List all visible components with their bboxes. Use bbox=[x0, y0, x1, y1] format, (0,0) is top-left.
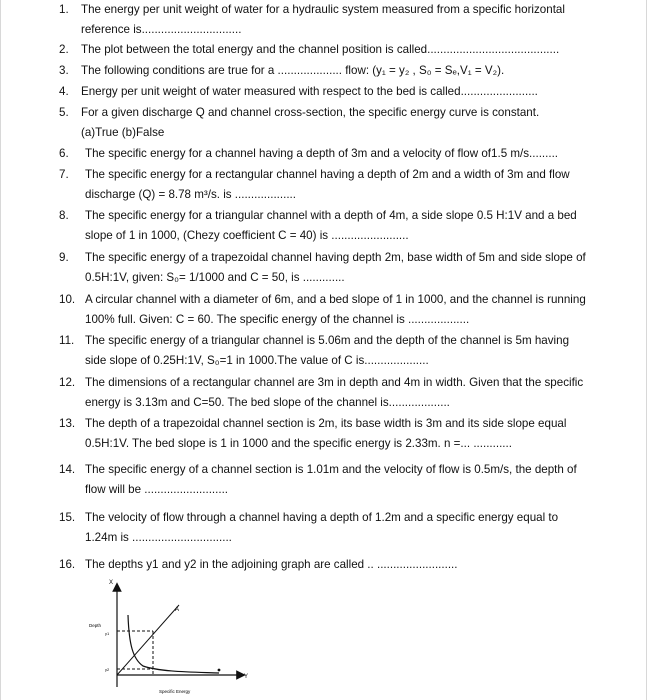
question-text: The plot between the total energy and the channel position is called......................................... bbox=[81, 43, 560, 56]
question-text: 0.5H:1V, given: S₀= 1/1000 and C = 50, is ............. bbox=[85, 271, 345, 284]
question-text: flow will be .......................... bbox=[85, 483, 229, 496]
question-2 bbox=[59, 40, 616, 60]
question-number: 3. bbox=[59, 64, 69, 77]
question-number: 2. bbox=[59, 43, 69, 56]
question-text: The energy per unit weight of water for a hydraulic system measured from a specific horizontal bbox=[81, 3, 565, 16]
question-number: 16. bbox=[59, 558, 76, 571]
question-text: 0.5H:1V. The bed slope is 1 in 1000 and the specific energy is 2.33m. n =... ............ bbox=[85, 437, 512, 450]
question-4 bbox=[59, 82, 616, 102]
question-text: The dimensions of a rectangular channel are 3m in depth and 4m in width. Given that the specific bbox=[85, 376, 584, 389]
question-text: energy is 3.13m and C=50. The bed slope of the channel is................... bbox=[85, 396, 450, 409]
x-axis-label: Specific Energy bbox=[159, 689, 191, 694]
question-number: 1. bbox=[59, 3, 69, 16]
question-11 bbox=[59, 331, 616, 371]
question-text: The depth of a trapezoidal channel section is 2m, its base width is 3m and its side slope equal bbox=[85, 417, 567, 430]
energy-line bbox=[117, 605, 179, 675]
question-text: The specific energy for a rectangular channel having a depth of 2m and a width of 3m and flow bbox=[85, 168, 570, 181]
question-text: The specific energy of a trapezoidal channel having depth 2m, base width of 5m and side slope of bbox=[85, 251, 586, 264]
question-6 bbox=[59, 144, 616, 164]
question-number: 15. bbox=[59, 511, 76, 524]
question-text: 1.24m is ............................... bbox=[85, 531, 232, 544]
question-number: 11. bbox=[59, 334, 75, 347]
question-text: Energy per unit weight of water measured with respect to the bed is called........................ bbox=[81, 85, 538, 98]
question-text: The specific energy for a triangular channel with a depth of 4m, a side slope 0.5 H:1V and a bed bbox=[85, 209, 577, 222]
specific-energy-graph bbox=[81, 575, 256, 700]
question-text: side slope of 0.25H:1V, S₀=1 in 1000.The value of C is.................... bbox=[85, 354, 429, 367]
question-number: 8. bbox=[59, 209, 69, 222]
question-3 bbox=[59, 61, 616, 81]
question-number: 14. bbox=[59, 463, 76, 476]
question-number: 5. bbox=[59, 106, 69, 119]
question-8 bbox=[59, 206, 616, 246]
curve-end-dot bbox=[218, 669, 221, 672]
question-16 bbox=[59, 555, 616, 575]
question-text: The specific energy of a triangular channel is 5.06m and the depth of the channel is 5m having bbox=[85, 334, 570, 347]
x-arrow-letter: Y bbox=[244, 674, 249, 680]
question-text: The specific energy of a channel section is 1.01m and the velocity of flow is 0.5m/s, the depth of bbox=[85, 463, 577, 476]
question-number: 10. bbox=[59, 293, 76, 306]
question-text: The following conditions are true for a .................... flow: (y₁ = y₂ , S₀ = Sₑ,V₁ = V₂). bbox=[81, 64, 505, 77]
question-13 bbox=[59, 414, 616, 454]
question-text: The velocity of flow through a channel having a depth of 1.2m and a specific energy equal to bbox=[85, 511, 559, 524]
question-number: 4. bbox=[59, 85, 69, 98]
question-5 bbox=[59, 103, 616, 143]
question-text: 100% full. Given: C = 60. The specific energy of the channel is ................... bbox=[85, 313, 470, 326]
question-number: 13. bbox=[59, 417, 76, 430]
question-number: 6. bbox=[59, 147, 69, 160]
question-text: A circular channel with a diameter of 6m, and a bed slope of 1 in 1000, and the channel is running bbox=[85, 293, 586, 306]
question-12 bbox=[59, 373, 616, 413]
y2-label: y2 bbox=[105, 667, 110, 672]
question-14 bbox=[59, 460, 616, 500]
question-9 bbox=[59, 248, 616, 288]
question-7 bbox=[59, 165, 616, 205]
question-number: 7. bbox=[59, 168, 69, 181]
answer-options: (a)True (b)False bbox=[81, 126, 165, 139]
y-axis-label: Depth bbox=[89, 623, 102, 628]
question-number: 12. bbox=[59, 376, 76, 389]
question-text: slope of 1 in 1000, (Chezy coefficient C = 40) is ........................ bbox=[85, 229, 409, 242]
question-text: The specific energy for a channel having a depth of 3m and a velocity of flow of1.5 m/s......... bbox=[85, 147, 559, 160]
question-text: reference is............................... bbox=[81, 23, 242, 36]
question-text: For a given discharge Q and channel cross-section, the specific energy curve is constant. bbox=[81, 106, 540, 119]
question-text: discharge (Q) = 8.78 m³/s. is ................... bbox=[85, 188, 297, 201]
question-number: 9. bbox=[59, 251, 69, 264]
specific-energy-curve bbox=[128, 615, 219, 673]
question-10 bbox=[59, 290, 616, 330]
question-15 bbox=[59, 508, 616, 548]
question-text: The depths y1 and y2 in the adjoining graph are called .. ......................... bbox=[85, 558, 458, 571]
question-1 bbox=[59, 0, 616, 40]
y-arrow-letter: X bbox=[109, 580, 114, 586]
curve-label: A bbox=[175, 607, 180, 613]
y1-label: y1 bbox=[105, 631, 110, 636]
